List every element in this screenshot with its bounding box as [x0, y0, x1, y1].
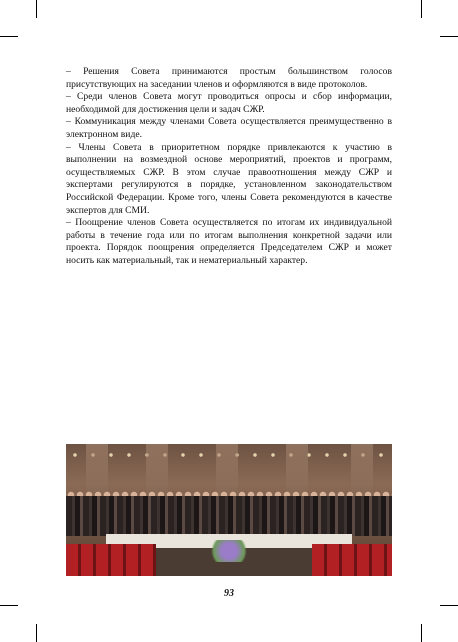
crop-mark	[421, 0, 422, 18]
body-text	[66, 66, 392, 268]
crop-mark	[440, 36, 458, 37]
paragraph: – Поощрение членов Совета осуществляется по итогам их индивидуальной работы в течение года или по итогам выполнения конкретной задачи или проекта. Порядок поощрения определяется Председателем СЖР и может носить как материальный, так и нематериальный характер.	[66, 217, 392, 266]
flower-arrangement	[206, 540, 252, 562]
crop-mark	[0, 605, 18, 606]
paragraph: – Решения Совета принимаются простым большинством голосов присутствующих на заседании членов и оформляются в виде протоколов.	[66, 66, 392, 90]
crowd	[66, 496, 392, 536]
crop-mark	[36, 0, 37, 18]
crop-mark	[36, 624, 37, 642]
paragraph: – Члены Совета в приоритетном порядке привлекаются к участию в выполнении на возмездной основе мероприятий, проектов и программ, осуществляемых СЖР. В этом случае правоотношения между СЖР и экспертами регулируются в порядке, установленном законодательством Российской Федерации. Кроме того, члены Совета рекомендуются в качестве экспертов для СМИ.	[66, 141, 392, 216]
crop-mark	[421, 624, 422, 642]
crop-mark	[440, 605, 458, 606]
red-chairs	[66, 544, 156, 576]
group-photo	[66, 444, 392, 576]
crop-mark	[0, 36, 18, 37]
page-number: 93	[224, 588, 234, 599]
red-chairs	[312, 544, 392, 576]
paragraph: – Коммуникация между членами Совета осуществляется преимущественно в электронном виде.	[66, 116, 392, 140]
paragraph: – Среди членов Совета могут проводиться опросы и сбор информации, необходимой для достижения цели и задач СЖР.	[66, 91, 392, 115]
